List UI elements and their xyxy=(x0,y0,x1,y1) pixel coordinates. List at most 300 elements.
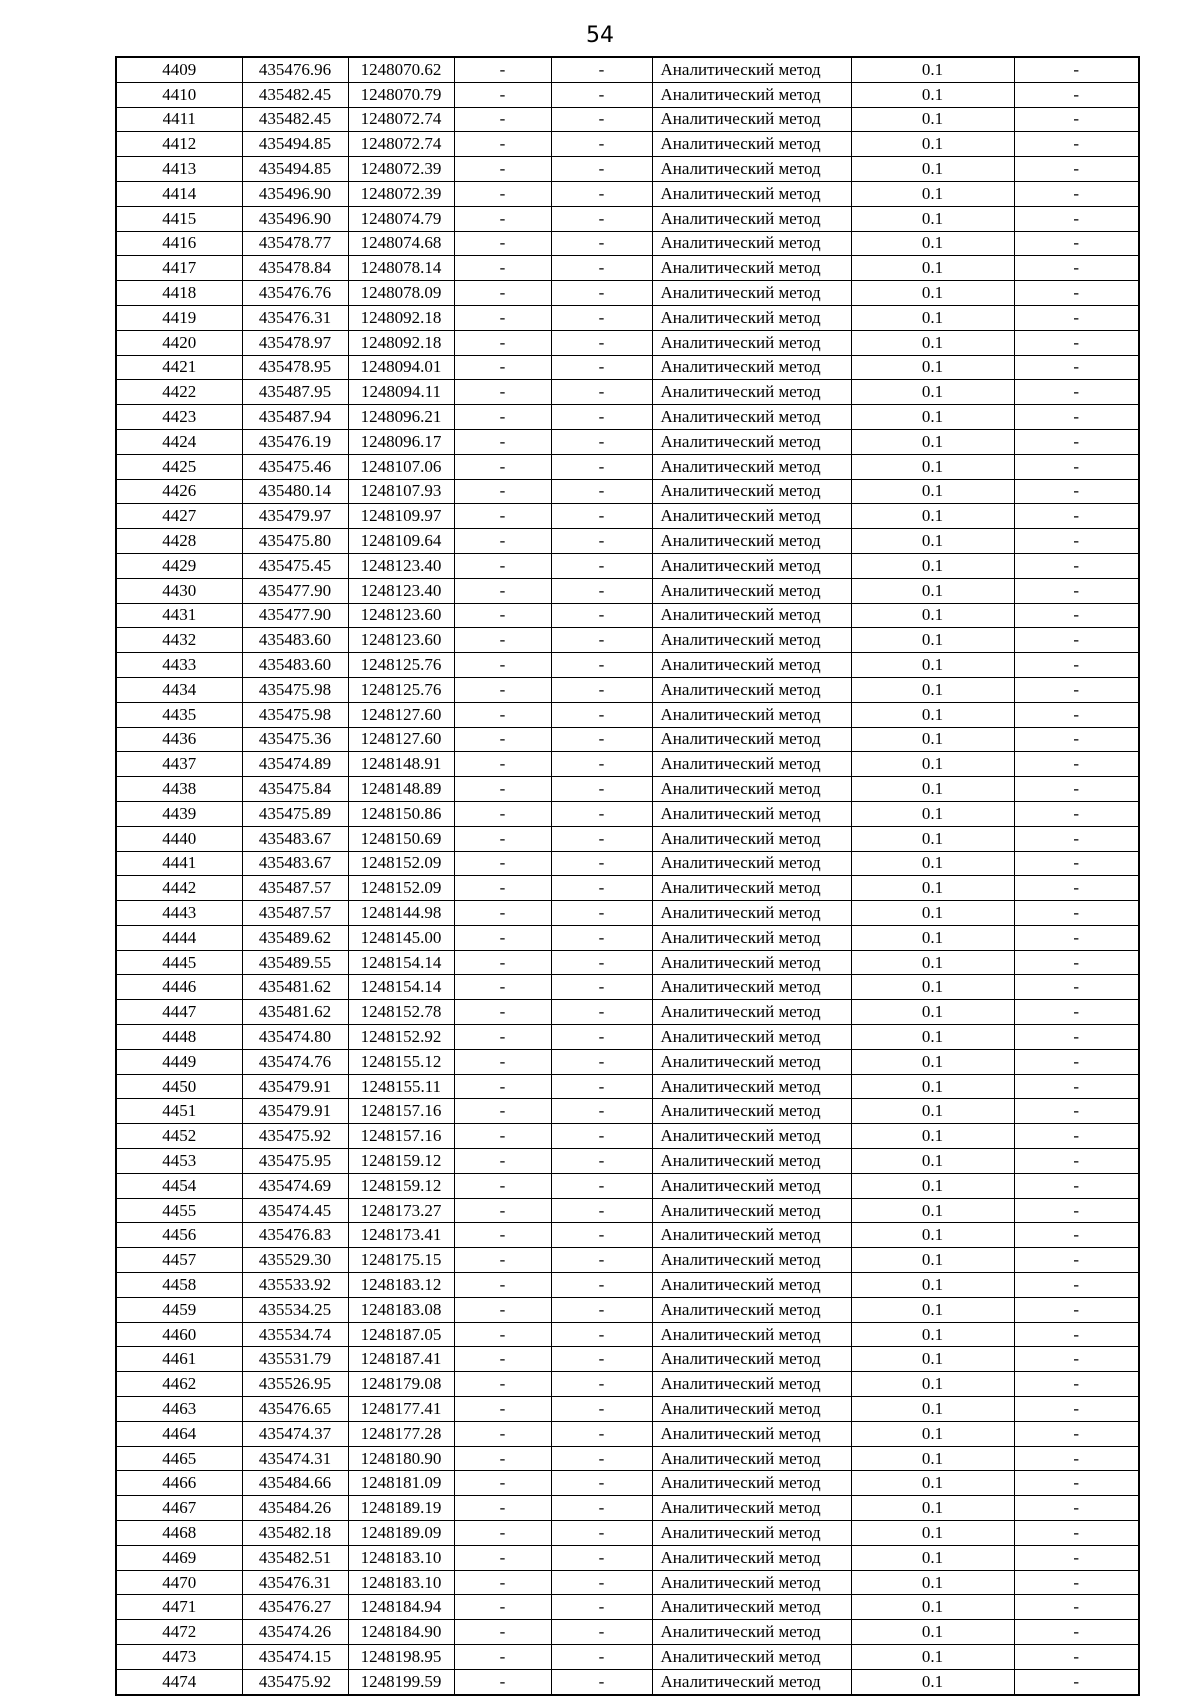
accuracy-cell: 0.1 xyxy=(851,925,1014,950)
y-coordinate-cell: 1248072.74 xyxy=(348,107,454,132)
accuracy-cell: 0.1 xyxy=(851,901,1014,926)
empty-cell-1: - xyxy=(454,1322,551,1347)
x-coordinate-cell: 435474.15 xyxy=(242,1645,348,1670)
method-cell: Аналитический метод xyxy=(652,107,851,132)
empty-cell-3: - xyxy=(1014,1074,1139,1099)
method-cell: Аналитический метод xyxy=(652,950,851,975)
x-coordinate-cell: 435496.90 xyxy=(242,181,348,206)
empty-cell-2: - xyxy=(551,1074,652,1099)
table-row xyxy=(116,479,1139,504)
table-row xyxy=(116,1446,1139,1471)
empty-cell-2: - xyxy=(551,1025,652,1050)
empty-cell-3: - xyxy=(1014,1173,1139,1198)
table-row xyxy=(116,57,1139,82)
accuracy-cell: 0.1 xyxy=(851,380,1014,405)
empty-cell-3: - xyxy=(1014,132,1139,157)
method-cell: Аналитический метод xyxy=(652,752,851,777)
empty-cell-2: - xyxy=(551,429,652,454)
accuracy-cell: 0.1 xyxy=(851,1025,1014,1050)
point-number-cell: 4426 xyxy=(116,479,242,504)
x-coordinate-cell: 435474.76 xyxy=(242,1049,348,1074)
point-number-cell: 4455 xyxy=(116,1198,242,1223)
empty-cell-1: - xyxy=(454,355,551,380)
table-row xyxy=(116,1620,1139,1645)
y-coordinate-cell: 1248152.09 xyxy=(348,851,454,876)
empty-cell-3: - xyxy=(1014,702,1139,727)
accuracy-cell: 0.1 xyxy=(851,181,1014,206)
empty-cell-2: - xyxy=(551,206,652,231)
table-row xyxy=(116,256,1139,281)
method-cell: Аналитический метод xyxy=(652,1173,851,1198)
empty-cell-2: - xyxy=(551,1223,652,1248)
x-coordinate-cell: 435484.26 xyxy=(242,1496,348,1521)
y-coordinate-cell: 1248148.89 xyxy=(348,777,454,802)
table-row xyxy=(116,231,1139,256)
method-cell: Аналитический метод xyxy=(652,256,851,281)
y-coordinate-cell: 1248144.98 xyxy=(348,901,454,926)
empty-cell-1: - xyxy=(454,851,551,876)
accuracy-cell: 0.1 xyxy=(851,628,1014,653)
point-number-cell: 4417 xyxy=(116,256,242,281)
y-coordinate-cell: 1248107.93 xyxy=(348,479,454,504)
y-coordinate-cell: 1248184.90 xyxy=(348,1620,454,1645)
x-coordinate-cell: 435474.69 xyxy=(242,1173,348,1198)
method-cell: Аналитический метод xyxy=(652,1421,851,1446)
empty-cell-1: - xyxy=(454,876,551,901)
table-row xyxy=(116,702,1139,727)
y-coordinate-cell: 1248155.11 xyxy=(348,1074,454,1099)
empty-cell-1: - xyxy=(454,132,551,157)
method-cell: Аналитический метод xyxy=(652,1620,851,1645)
x-coordinate-cell: 435494.85 xyxy=(242,132,348,157)
method-cell: Аналитический метод xyxy=(652,1645,851,1670)
x-coordinate-cell: 435476.31 xyxy=(242,1570,348,1595)
point-number-cell: 4434 xyxy=(116,677,242,702)
x-coordinate-cell: 435483.60 xyxy=(242,628,348,653)
x-coordinate-cell: 435474.89 xyxy=(242,752,348,777)
x-coordinate-cell: 435484.66 xyxy=(242,1471,348,1496)
method-cell: Аналитический метод xyxy=(652,901,851,926)
method-cell: Аналитический метод xyxy=(652,1223,851,1248)
point-number-cell: 4448 xyxy=(116,1025,242,1050)
method-cell: Аналитический метод xyxy=(652,1372,851,1397)
empty-cell-1: - xyxy=(454,1049,551,1074)
method-cell: Аналитический метод xyxy=(652,1297,851,1322)
point-number-cell: 4449 xyxy=(116,1049,242,1074)
y-coordinate-cell: 1248096.17 xyxy=(348,429,454,454)
x-coordinate-cell: 435477.90 xyxy=(242,578,348,603)
table-row xyxy=(116,82,1139,107)
empty-cell-1: - xyxy=(454,57,551,82)
empty-cell-3: - xyxy=(1014,727,1139,752)
empty-cell-2: - xyxy=(551,355,652,380)
accuracy-cell: 0.1 xyxy=(851,479,1014,504)
empty-cell-1: - xyxy=(454,1421,551,1446)
accuracy-cell: 0.1 xyxy=(851,1570,1014,1595)
y-coordinate-cell: 1248177.41 xyxy=(348,1397,454,1422)
empty-cell-2: - xyxy=(551,1595,652,1620)
accuracy-cell: 0.1 xyxy=(851,1149,1014,1174)
empty-cell-1: - xyxy=(454,1521,551,1546)
x-coordinate-cell: 435475.45 xyxy=(242,553,348,578)
y-coordinate-cell: 1248152.09 xyxy=(348,876,454,901)
x-coordinate-cell: 435477.90 xyxy=(242,603,348,628)
x-coordinate-cell: 435483.67 xyxy=(242,851,348,876)
accuracy-cell: 0.1 xyxy=(851,1173,1014,1198)
empty-cell-2: - xyxy=(551,1248,652,1273)
empty-cell-1: - xyxy=(454,578,551,603)
point-number-cell: 4471 xyxy=(116,1595,242,1620)
accuracy-cell: 0.1 xyxy=(851,1372,1014,1397)
table-row xyxy=(116,876,1139,901)
table-row xyxy=(116,901,1139,926)
table-row xyxy=(116,1074,1139,1099)
method-cell: Аналитический метод xyxy=(652,826,851,851)
empty-cell-2: - xyxy=(551,529,652,554)
empty-cell-3: - xyxy=(1014,1496,1139,1521)
point-number-cell: 4411 xyxy=(116,107,242,132)
empty-cell-1: - xyxy=(454,305,551,330)
y-coordinate-cell: 1248109.64 xyxy=(348,529,454,554)
table-row xyxy=(116,950,1139,975)
x-coordinate-cell: 435475.92 xyxy=(242,1669,348,1694)
empty-cell-2: - xyxy=(551,454,652,479)
empty-cell-3: - xyxy=(1014,1570,1139,1595)
x-coordinate-cell: 435476.65 xyxy=(242,1397,348,1422)
y-coordinate-cell: 1248145.00 xyxy=(348,925,454,950)
method-cell: Аналитический метод xyxy=(652,330,851,355)
method-cell: Аналитический метод xyxy=(652,1049,851,1074)
accuracy-cell: 0.1 xyxy=(851,107,1014,132)
empty-cell-1: - xyxy=(454,454,551,479)
accuracy-cell: 0.1 xyxy=(851,529,1014,554)
method-cell: Аналитический метод xyxy=(652,1496,851,1521)
empty-cell-1: - xyxy=(454,1297,551,1322)
table-row xyxy=(116,677,1139,702)
empty-cell-3: - xyxy=(1014,231,1139,256)
table-row xyxy=(116,553,1139,578)
accuracy-cell: 0.1 xyxy=(851,405,1014,430)
x-coordinate-cell: 435475.98 xyxy=(242,677,348,702)
empty-cell-2: - xyxy=(551,231,652,256)
method-cell: Аналитический метод xyxy=(652,57,851,82)
empty-cell-3: - xyxy=(1014,529,1139,554)
method-cell: Аналитический метод xyxy=(652,405,851,430)
empty-cell-1: - xyxy=(454,901,551,926)
accuracy-cell: 0.1 xyxy=(851,330,1014,355)
empty-cell-1: - xyxy=(454,479,551,504)
y-coordinate-cell: 1248157.16 xyxy=(348,1124,454,1149)
empty-cell-2: - xyxy=(551,1372,652,1397)
y-coordinate-cell: 1248183.08 xyxy=(348,1297,454,1322)
accuracy-cell: 0.1 xyxy=(851,504,1014,529)
empty-cell-1: - xyxy=(454,1124,551,1149)
point-number-cell: 4416 xyxy=(116,231,242,256)
method-cell: Аналитический метод xyxy=(652,1124,851,1149)
empty-cell-2: - xyxy=(551,653,652,678)
table-row xyxy=(116,578,1139,603)
accuracy-cell: 0.1 xyxy=(851,132,1014,157)
point-number-cell: 4440 xyxy=(116,826,242,851)
y-coordinate-cell: 1248184.94 xyxy=(348,1595,454,1620)
accuracy-cell: 0.1 xyxy=(851,1223,1014,1248)
accuracy-cell: 0.1 xyxy=(851,206,1014,231)
point-number-cell: 4472 xyxy=(116,1620,242,1645)
empty-cell-3: - xyxy=(1014,628,1139,653)
empty-cell-3: - xyxy=(1014,677,1139,702)
method-cell: Аналитический метод xyxy=(652,1446,851,1471)
accuracy-cell: 0.1 xyxy=(851,454,1014,479)
accuracy-cell: 0.1 xyxy=(851,1397,1014,1422)
point-number-cell: 4469 xyxy=(116,1545,242,1570)
table-row xyxy=(116,1322,1139,1347)
method-cell: Аналитический метод xyxy=(652,1570,851,1595)
empty-cell-1: - xyxy=(454,504,551,529)
empty-cell-3: - xyxy=(1014,950,1139,975)
y-coordinate-cell: 1248123.40 xyxy=(348,578,454,603)
empty-cell-3: - xyxy=(1014,57,1139,82)
empty-cell-2: - xyxy=(551,1545,652,1570)
empty-cell-2: - xyxy=(551,82,652,107)
table-row xyxy=(116,1049,1139,1074)
table-row xyxy=(116,801,1139,826)
method-cell: Аналитический метод xyxy=(652,1000,851,1025)
empty-cell-3: - xyxy=(1014,1595,1139,1620)
empty-cell-3: - xyxy=(1014,826,1139,851)
empty-cell-1: - xyxy=(454,281,551,306)
method-cell: Аналитический метод xyxy=(652,1273,851,1298)
empty-cell-1: - xyxy=(454,1397,551,1422)
empty-cell-1: - xyxy=(454,1545,551,1570)
empty-cell-2: - xyxy=(551,1421,652,1446)
x-coordinate-cell: 435476.83 xyxy=(242,1223,348,1248)
x-coordinate-cell: 435476.27 xyxy=(242,1595,348,1620)
y-coordinate-cell: 1248127.60 xyxy=(348,727,454,752)
empty-cell-3: - xyxy=(1014,305,1139,330)
empty-cell-2: - xyxy=(551,1521,652,1546)
point-number-cell: 4474 xyxy=(116,1669,242,1694)
point-number-cell: 4443 xyxy=(116,901,242,926)
table-row xyxy=(116,851,1139,876)
accuracy-cell: 0.1 xyxy=(851,1273,1014,1298)
point-number-cell: 4451 xyxy=(116,1099,242,1124)
x-coordinate-cell: 435476.31 xyxy=(242,305,348,330)
empty-cell-3: - xyxy=(1014,1049,1139,1074)
y-coordinate-cell: 1248107.06 xyxy=(348,454,454,479)
empty-cell-2: - xyxy=(551,1397,652,1422)
method-cell: Аналитический метод xyxy=(652,553,851,578)
accuracy-cell: 0.1 xyxy=(851,82,1014,107)
method-cell: Аналитический метод xyxy=(652,380,851,405)
empty-cell-3: - xyxy=(1014,925,1139,950)
x-coordinate-cell: 435475.95 xyxy=(242,1149,348,1174)
table-row xyxy=(116,1223,1139,1248)
accuracy-cell: 0.1 xyxy=(851,975,1014,1000)
table-row xyxy=(116,504,1139,529)
empty-cell-2: - xyxy=(551,603,652,628)
x-coordinate-cell: 435474.31 xyxy=(242,1446,348,1471)
point-number-cell: 4420 xyxy=(116,330,242,355)
empty-cell-3: - xyxy=(1014,653,1139,678)
empty-cell-2: - xyxy=(551,777,652,802)
accuracy-cell: 0.1 xyxy=(851,578,1014,603)
x-coordinate-cell: 435475.89 xyxy=(242,801,348,826)
empty-cell-3: - xyxy=(1014,1397,1139,1422)
empty-cell-1: - xyxy=(454,628,551,653)
point-number-cell: 4467 xyxy=(116,1496,242,1521)
empty-cell-3: - xyxy=(1014,1198,1139,1223)
empty-cell-3: - xyxy=(1014,1521,1139,1546)
method-cell: Аналитический метод xyxy=(652,1074,851,1099)
page-number: 54 xyxy=(586,23,614,48)
table-row xyxy=(116,206,1139,231)
method-cell: Аналитический метод xyxy=(652,876,851,901)
table-row xyxy=(116,1645,1139,1670)
point-number-cell: 4463 xyxy=(116,1397,242,1422)
method-cell: Аналитический метод xyxy=(652,1397,851,1422)
y-coordinate-cell: 1248109.97 xyxy=(348,504,454,529)
empty-cell-2: - xyxy=(551,876,652,901)
empty-cell-1: - xyxy=(454,1620,551,1645)
method-cell: Аналитический метод xyxy=(652,231,851,256)
empty-cell-2: - xyxy=(551,702,652,727)
x-coordinate-cell: 435480.14 xyxy=(242,479,348,504)
accuracy-cell: 0.1 xyxy=(851,1000,1014,1025)
method-cell: Аналитический метод xyxy=(652,628,851,653)
method-cell: Аналитический метод xyxy=(652,429,851,454)
empty-cell-1: - xyxy=(454,925,551,950)
table-row xyxy=(116,826,1139,851)
x-coordinate-cell: 435534.25 xyxy=(242,1297,348,1322)
point-number-cell: 4439 xyxy=(116,801,242,826)
table-row xyxy=(116,1545,1139,1570)
method-cell: Аналитический метод xyxy=(652,578,851,603)
method-cell: Аналитический метод xyxy=(652,653,851,678)
method-cell: Аналитический метод xyxy=(652,727,851,752)
y-coordinate-cell: 1248078.09 xyxy=(348,281,454,306)
table-row xyxy=(116,1347,1139,1372)
y-coordinate-cell: 1248070.79 xyxy=(348,82,454,107)
accuracy-cell: 0.1 xyxy=(851,1248,1014,1273)
method-cell: Аналитический метод xyxy=(652,603,851,628)
point-number-cell: 4421 xyxy=(116,355,242,380)
empty-cell-2: - xyxy=(551,1000,652,1025)
table-row xyxy=(116,181,1139,206)
empty-cell-2: - xyxy=(551,330,652,355)
table-row xyxy=(116,1198,1139,1223)
empty-cell-2: - xyxy=(551,1099,652,1124)
method-cell: Аналитический метод xyxy=(652,355,851,380)
y-coordinate-cell: 1248175.15 xyxy=(348,1248,454,1273)
y-coordinate-cell: 1248199.59 xyxy=(348,1669,454,1694)
method-cell: Аналитический метод xyxy=(652,206,851,231)
table-body xyxy=(116,57,1139,1695)
y-coordinate-cell: 1248173.41 xyxy=(348,1223,454,1248)
table-row xyxy=(116,529,1139,554)
y-coordinate-cell: 1248094.11 xyxy=(348,380,454,405)
accuracy-cell: 0.1 xyxy=(851,1347,1014,1372)
table-row xyxy=(116,1124,1139,1149)
table-row xyxy=(116,132,1139,157)
point-number-cell: 4452 xyxy=(116,1124,242,1149)
table-row xyxy=(116,429,1139,454)
empty-cell-1: - xyxy=(454,1372,551,1397)
table-row xyxy=(116,1372,1139,1397)
method-cell: Аналитический метод xyxy=(652,305,851,330)
y-coordinate-cell: 1248072.74 xyxy=(348,132,454,157)
empty-cell-3: - xyxy=(1014,1645,1139,1670)
empty-cell-3: - xyxy=(1014,603,1139,628)
x-coordinate-cell: 435479.91 xyxy=(242,1074,348,1099)
point-number-cell: 4444 xyxy=(116,925,242,950)
point-number-cell: 4437 xyxy=(116,752,242,777)
accuracy-cell: 0.1 xyxy=(851,1645,1014,1670)
empty-cell-3: - xyxy=(1014,1223,1139,1248)
empty-cell-2: - xyxy=(551,1570,652,1595)
empty-cell-3: - xyxy=(1014,405,1139,430)
method-cell: Аналитический метод xyxy=(652,132,851,157)
empty-cell-3: - xyxy=(1014,777,1139,802)
empty-cell-3: - xyxy=(1014,1545,1139,1570)
table-row xyxy=(116,1521,1139,1546)
y-coordinate-cell: 1248183.10 xyxy=(348,1570,454,1595)
method-cell: Аналитический метод xyxy=(652,801,851,826)
accuracy-cell: 0.1 xyxy=(851,1595,1014,1620)
x-coordinate-cell: 435478.84 xyxy=(242,256,348,281)
x-coordinate-cell: 435481.62 xyxy=(242,975,348,1000)
empty-cell-2: - xyxy=(551,504,652,529)
empty-cell-1: - xyxy=(454,950,551,975)
y-coordinate-cell: 1248177.28 xyxy=(348,1421,454,1446)
method-cell: Аналитический метод xyxy=(652,181,851,206)
empty-cell-3: - xyxy=(1014,1000,1139,1025)
point-number-cell: 4454 xyxy=(116,1173,242,1198)
empty-cell-2: - xyxy=(551,1347,652,1372)
accuracy-cell: 0.1 xyxy=(851,157,1014,182)
empty-cell-2: - xyxy=(551,479,652,504)
x-coordinate-cell: 435489.62 xyxy=(242,925,348,950)
accuracy-cell: 0.1 xyxy=(851,1496,1014,1521)
empty-cell-1: - xyxy=(454,1198,551,1223)
y-coordinate-cell: 1248096.21 xyxy=(348,405,454,430)
empty-cell-3: - xyxy=(1014,330,1139,355)
point-number-cell: 4462 xyxy=(116,1372,242,1397)
empty-cell-1: - xyxy=(454,975,551,1000)
empty-cell-2: - xyxy=(551,553,652,578)
empty-cell-3: - xyxy=(1014,1347,1139,1372)
point-number-cell: 4436 xyxy=(116,727,242,752)
empty-cell-3: - xyxy=(1014,1446,1139,1471)
x-coordinate-cell: 435479.91 xyxy=(242,1099,348,1124)
accuracy-cell: 0.1 xyxy=(851,603,1014,628)
empty-cell-3: - xyxy=(1014,281,1139,306)
empty-cell-3: - xyxy=(1014,1025,1139,1050)
empty-cell-1: - xyxy=(454,727,551,752)
accuracy-cell: 0.1 xyxy=(851,727,1014,752)
empty-cell-3: - xyxy=(1014,429,1139,454)
point-number-cell: 4459 xyxy=(116,1297,242,1322)
accuracy-cell: 0.1 xyxy=(851,653,1014,678)
y-coordinate-cell: 1248155.12 xyxy=(348,1049,454,1074)
y-coordinate-cell: 1248198.95 xyxy=(348,1645,454,1670)
method-cell: Аналитический метод xyxy=(652,1545,851,1570)
empty-cell-1: - xyxy=(454,1471,551,1496)
empty-cell-2: - xyxy=(551,405,652,430)
point-number-cell: 4460 xyxy=(116,1322,242,1347)
y-coordinate-cell: 1248187.41 xyxy=(348,1347,454,1372)
y-coordinate-cell: 1248183.12 xyxy=(348,1273,454,1298)
y-coordinate-cell: 1248123.40 xyxy=(348,553,454,578)
